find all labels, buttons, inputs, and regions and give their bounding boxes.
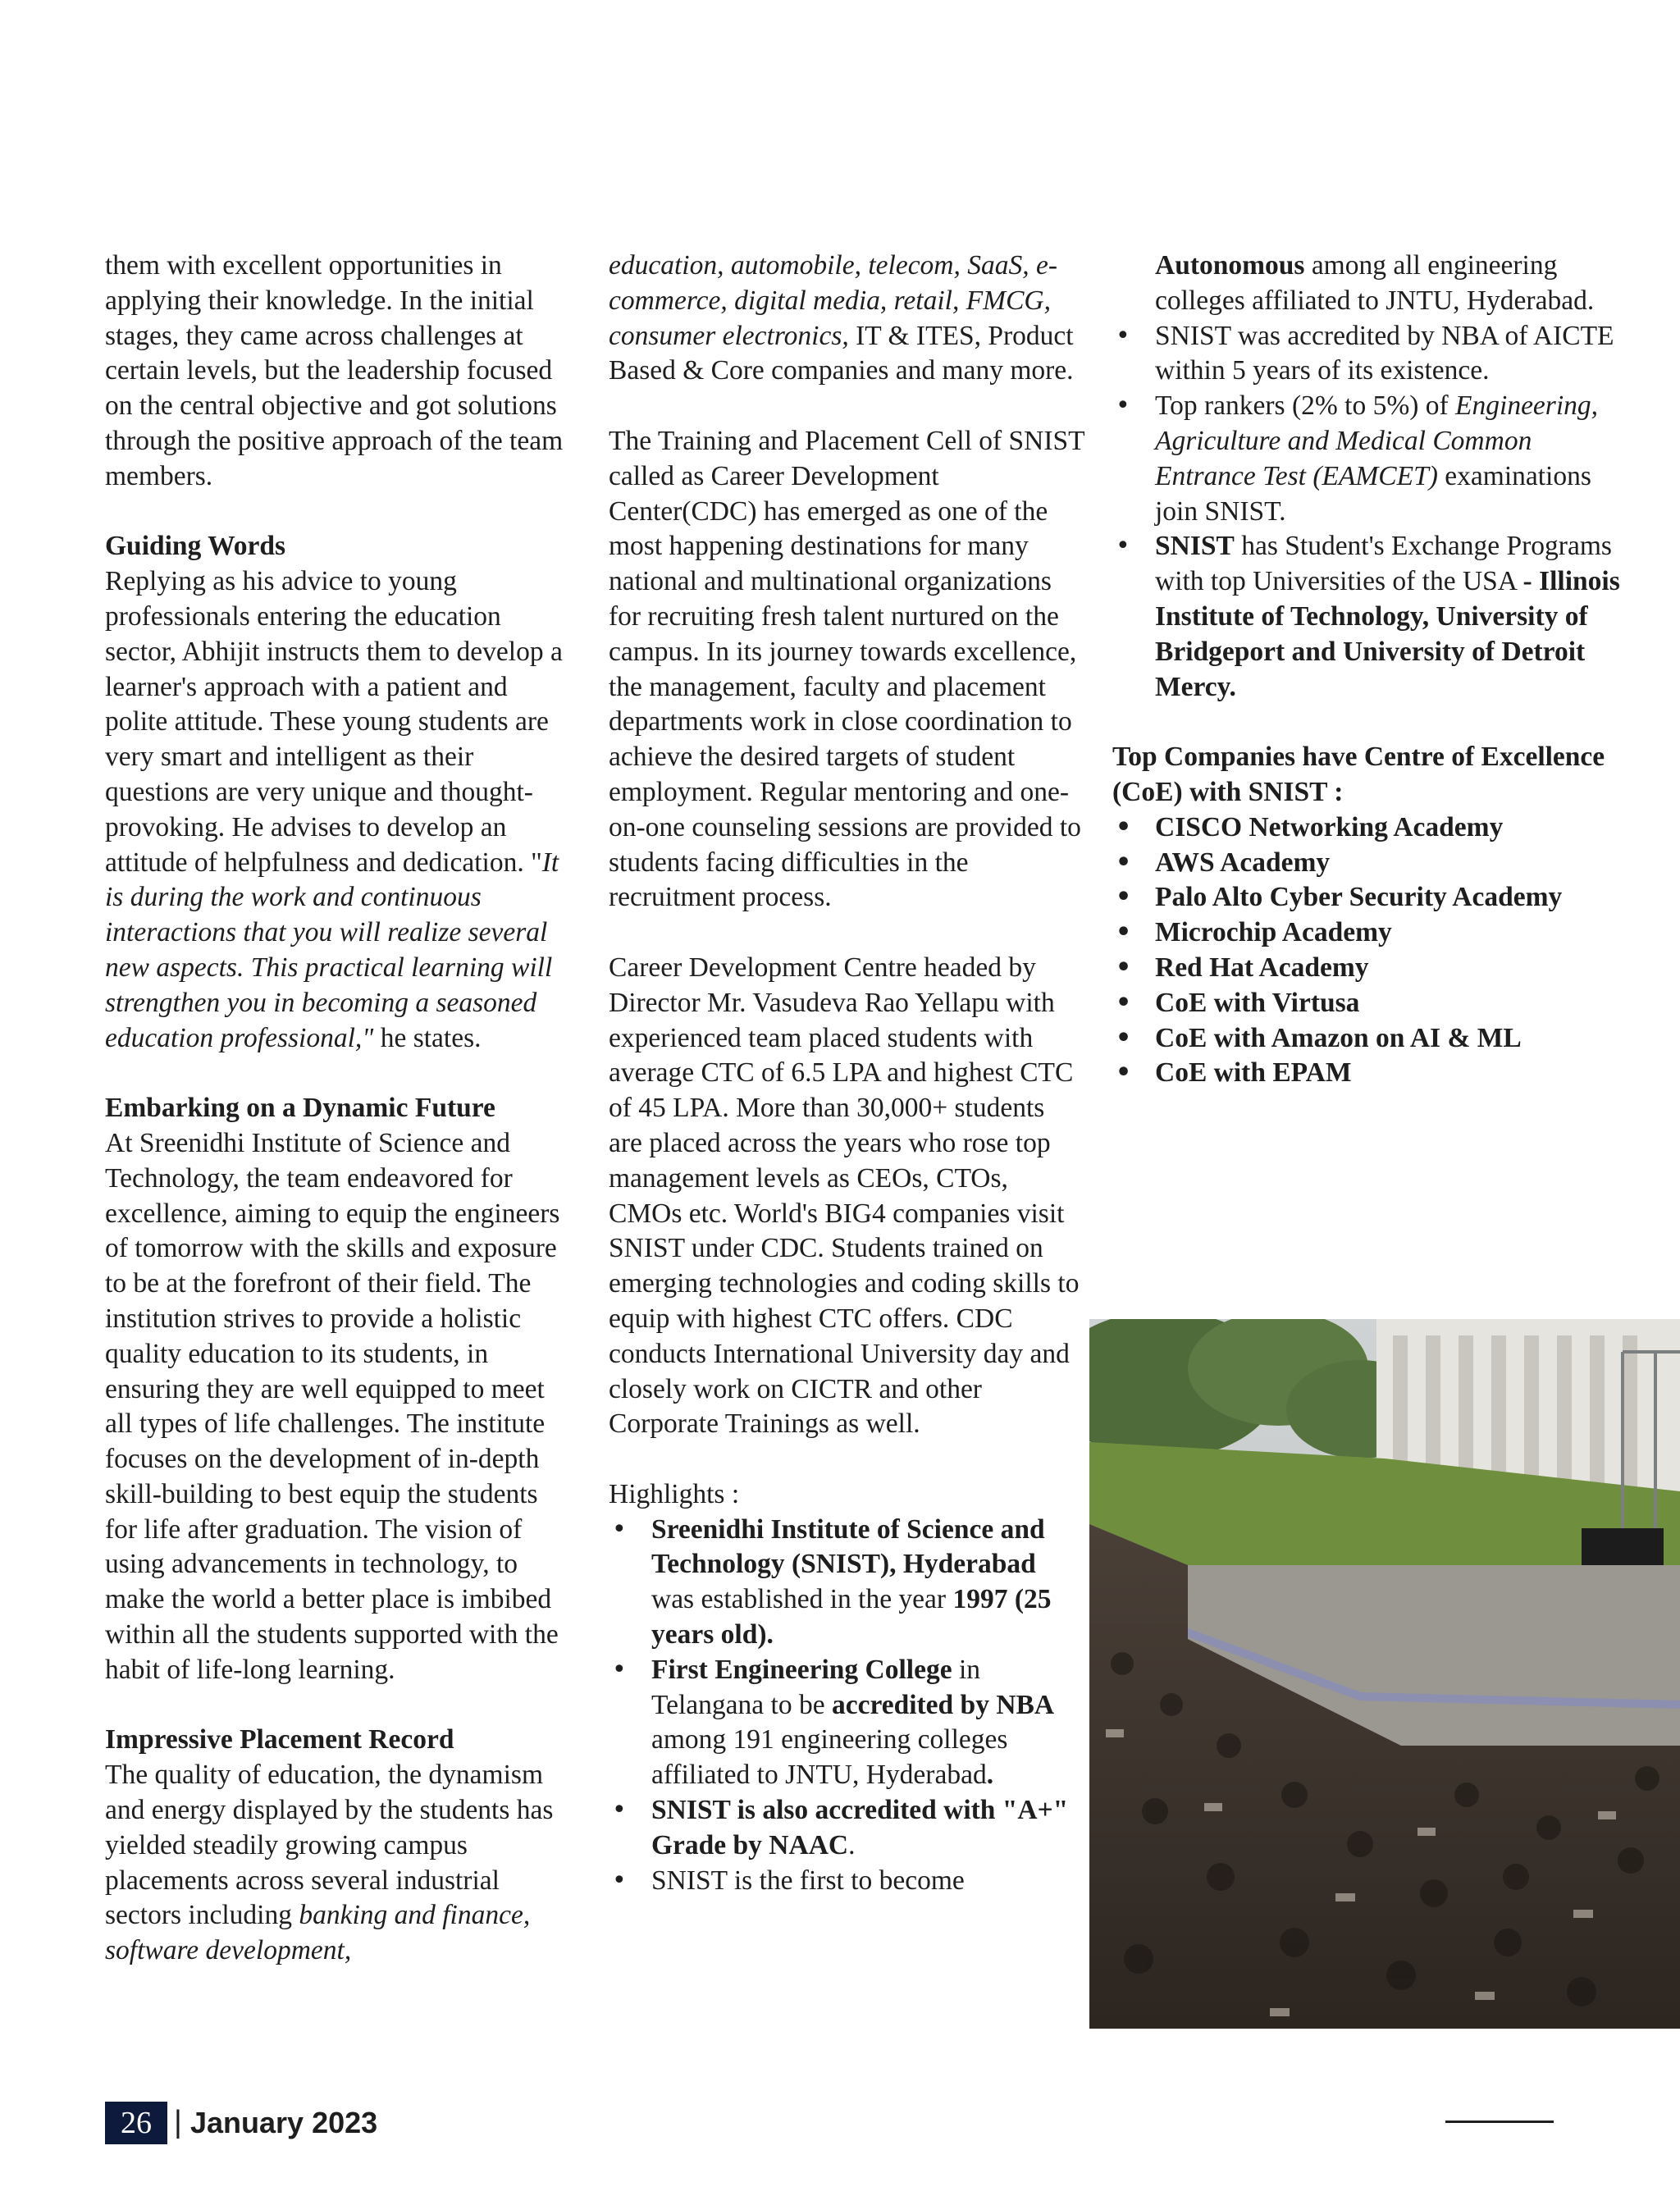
dynamic-future-heading: Embarking on a Dynamic Future: [105, 1093, 495, 1124]
issue-date: January 2023: [190, 2106, 378, 2139]
guiding-words-heading: Guiding Words: [105, 531, 286, 562]
placement-record-paragraph: The quality of education, the dynamism and energy displayed by the students has yielded steadily growing campus placements across several industrial sectors including banking and finance, software development,: [105, 1760, 554, 1966]
highlight-item-continued: Autonomous among all engineering colleges affiliated to JNTU, Hyderabad.: [1155, 250, 1595, 316]
intro-continuation: them with excellent opportunities in applying their knowledge. In the initial stages, they came across challenges at certain levels, but the leadership focused on the central objective and got solutions through the positive approach of the team members.: [105, 250, 564, 491]
coe-item: • CoE with EPAM: [1112, 1056, 1637, 1091]
placement-record-heading: Impressive Placement Record: [105, 1724, 454, 1755]
coe-item: • AWS Academy: [1112, 846, 1637, 881]
coe-item: • CoE with Amazon on AI & ML: [1112, 1021, 1637, 1057]
campus-event-photo: [1089, 1319, 1680, 2029]
highlights-list-continued: [1112, 249, 1637, 705]
abhijit-quote: It is during the work and continuous interactions that you will realize several new aspects. This practical learning will strengthen you in becoming a seasoned education professional,": [105, 847, 559, 1053]
guiding-words-paragraph: Replying as his advice to young professionals entering the education sector, Abhijit instructs them to develop a learner's approach with a patient and polite attitude. These young students are very smart and intelligent as their questions are very unique and thought-provoking. He advises to develop an attitude of helpfulness and dedication. "It is during the work and continuous interactions that you will realize several new aspects. This practical learning will strengthen you in becoming a seasoned education professional," he states.: [105, 566, 563, 1053]
highlight-item: • SNIST is the first to become: [609, 1864, 1084, 1899]
highlight-item: • SNIST was accredited by NBA of AICTE within 5 years of its existence.: [1112, 319, 1637, 390]
coe-list: [1112, 810, 1637, 1091]
highlight-item: • SNIST has Student's Exchange Programs with top Universities of the USA - Illinois Institute of Technology, University of Bridgeport and University of Detroit Mercy.: [1112, 529, 1637, 705]
column-3: [1112, 249, 1637, 1091]
column-1: [105, 249, 577, 1969]
coe-item: • Red Hat Academy: [1112, 951, 1637, 986]
column-2: [609, 249, 1084, 1898]
footer-rule: [1445, 2121, 1554, 2123]
page-number: 26: [105, 2102, 167, 2144]
highlight-item: • Sreenidhi Institute of Science and Technology (SNIST), Hyderabad was established in the year 1997 (25 years old).: [609, 1513, 1084, 1653]
coe-item: • CoE with Virtusa: [1112, 986, 1637, 1021]
highlights-list: [609, 1513, 1084, 1899]
coe-heading: Top Companies have Centre of Excellence (CoE) with SNIST :: [1112, 742, 1605, 807]
sectors-paragraph: education, automobile, telecom, SaaS, e-commerce, digital media, retail, FMCG, consumer electronics, IT & ITES, Product Based & Core companies and many more.: [609, 250, 1074, 386]
footer-separator: |: [174, 2105, 182, 2139]
coe-item: • Microchip Academy: [1112, 915, 1637, 951]
highlights-label: Highlights :: [609, 1478, 740, 1509]
cdc-paragraph: The Training and Placement Cell of SNIST called as Career Development Center(CDC) has emerged as one of the most happening destinations for many national and multinational organizations for recruiting fresh talent nurtured on the campus. In its journey towards excellence, the management, faculty and placement departments work in close coordination to achieve the desired targets of student employment. Regular mentoring and one-on-one counseling sessions are provided to students facing difficulties in the recruitment process.: [609, 425, 1085, 913]
highlight-item: • SNIST is also accredited with "A+" Grade by NAAC.: [609, 1793, 1084, 1864]
highlight-item: • First Engineering College in Telangana to be accredited by NBA among 191 engineering colleges affiliated to JNTU, Hyderabad.: [609, 1653, 1084, 1793]
coe-item: • CISCO Networking Academy: [1112, 810, 1637, 846]
dynamic-future-paragraph: At Sreenidhi Institute of Science and Technology, the team endeavored for excellence, aiming to equip the engineers of tomorrow with the skills and exposure to be at the forefront of their field. The institution strives to provide a holistic quality education to its students, in ensuring they are well equipped to meet all types of life challenges. The institute focuses on the development of in-depth skill-building to best equip the students for life after graduation. The vision of using advancements in technology, to make the world a better place is imbibed within all the students supported with the habit of life-long learning.: [105, 1127, 560, 1685]
career-centre-paragraph: Career Development Centre headed by Director Mr. Vasudeva Rao Yellapu with experienced team placed students with average CTC of 6.5 LPA and highest CTC of 45 LPA. More than 30,000+ students are placed across the years who rose top management levels as CEOs, CTOs, CMOs etc. World's BIG4 companies visit SNIST under CDC. Students trained on emerging technologies and coding skills to equip with highest CTC offers. CDC conducts International University day and closely work on CICTR and other Corporate Trainings as well.: [609, 952, 1080, 1440]
highlight-item: • Top rankers (2% to 5%) of Engineering, Agriculture and Medical Common Entrance Test (EAMCET) examinations join SNIST.: [1112, 389, 1637, 529]
coe-item: • Palo Alto Cyber Security Academy: [1112, 880, 1637, 915]
